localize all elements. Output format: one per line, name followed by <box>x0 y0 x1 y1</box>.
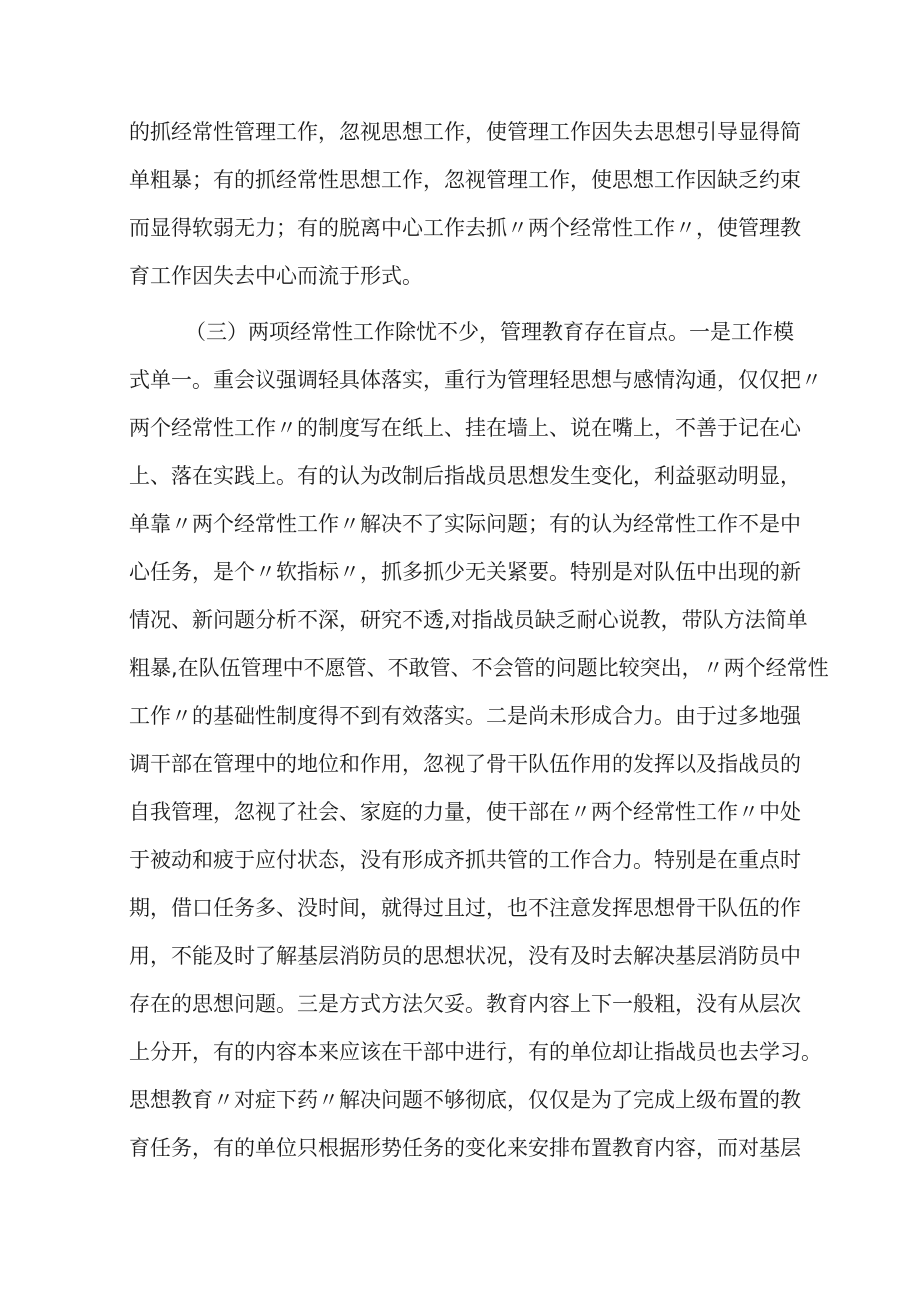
text-line: （三）两项经常性工作除忧不少，管理教育存在盲点。一是工作模 <box>185 320 794 344</box>
text-line: 思想教育〃对症下药〃解决问题不够彻底，仅仅是为了完成上级布置的教 <box>129 1088 801 1112</box>
text-line: 而显得软弱无力；有的脱离中心工作去抓〃两个经常性工作〃，使管理教 <box>129 216 801 240</box>
text-line: 情况、新问题分析不深，研究不透,对指战员缺乏耐心说教，带队方法简单 <box>129 608 808 632</box>
text-line: 的抓经常性管理工作，忽视思想工作，使管理工作因失去思想引导显得简 <box>129 120 801 144</box>
document-body <box>129 108 829 1172</box>
text-line: 于被动和疲于应付状态，没有形成齐抓共管的工作合力。特别是在重点时 <box>129 848 801 872</box>
text-line: 育任务，有的单位只根据形势任务的变化来安排布置教育内容，而对基层 <box>129 1136 801 1160</box>
text-line: 两个经常性工作〃的制度写在纸上、挂在墙上、说在嘴上，不善于记在心 <box>129 416 801 440</box>
text-line: 育工作因失去中心而流于形式。 <box>129 264 423 288</box>
text-line: 调干部在管理中的地位和作用，忽视了骨干队伍作用的发挥以及指战员的 <box>129 752 801 776</box>
text-line: 心任务，是个〃软指标〃，抓多抓少无关紧要。特别是对队伍中出现的新 <box>129 560 801 584</box>
text-line: 自我管理，忽视了社会、家庭的力量，使干部在〃两个经常性工作〃中处 <box>129 800 801 824</box>
text-line: 工作〃的基础性制度得不到有效落实。二是尚未形成合力。由于过多地强 <box>129 704 801 728</box>
text-line: 存在的思想问题。三是方式方法欠妥。教育内容上下一般粗，没有从层次 <box>129 992 801 1016</box>
text-line: 期，借口任务多、没时间，就得过且过，也不注意发挥思想骨干队伍的作 <box>129 896 801 920</box>
text-line: 式单一。重会议强调轻具体落实，重行为管理轻思想与感情沟通，仅仅把〃 <box>129 368 822 392</box>
text-line: 单靠〃两个经常性工作〃解决不了实际问题；有的认为经常性工作不是中 <box>129 512 801 536</box>
text-line: 粗暴,在队伍管理中不愿管、不敢管、不会管的问题比较突出，〃两个经常性 <box>129 656 829 680</box>
paragraph-1 <box>129 108 809 300</box>
paragraph-gap <box>129 300 809 308</box>
text-line: 单粗暴；有的抓经常性思想工作，忽视管理工作，使思想工作因缺乏约束 <box>129 168 801 192</box>
text-line: 上、落在实践上。有的认为改制后指战员思想发生变化，利益驱动明显， <box>129 464 801 488</box>
paragraph-2 <box>129 308 829 1172</box>
text-line: 用，不能及时了解基层消防员的思想状况，没有及时去解决基层消防员中 <box>129 944 801 968</box>
text-line: 上分开，有的内容本来应该在干部中进行，有的单位却让指战员也去学习。 <box>129 1040 822 1064</box>
